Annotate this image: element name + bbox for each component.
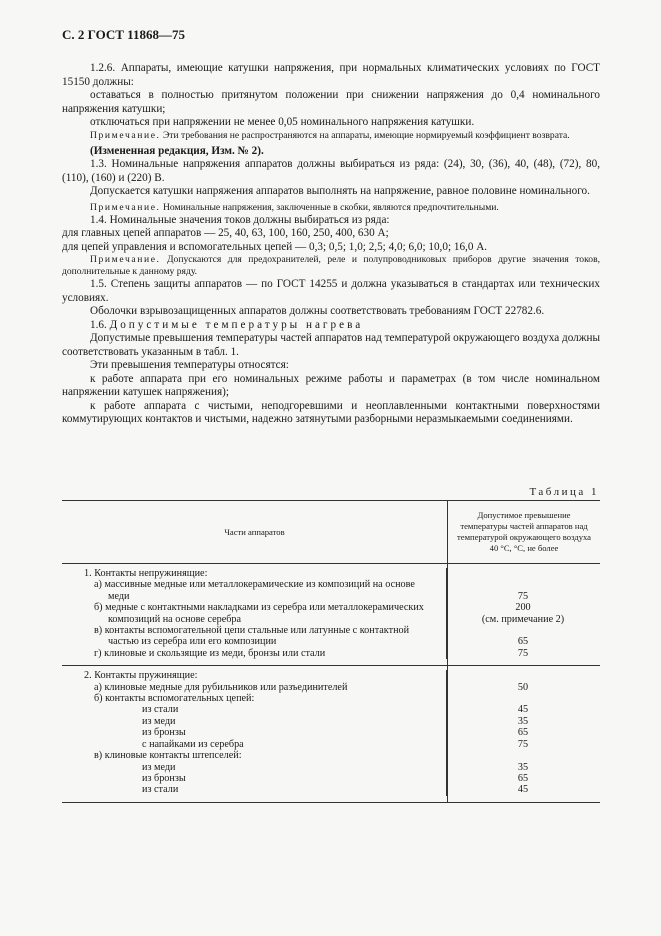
row-part: б) медные с контактными накладками из серебра или металлокерамических композиций на основе серебра — [62, 602, 447, 625]
paragraph: Оболочки взрывозащищенных аппаратов должны соответствовать требованиям ГОСТ 22782.6. — [90, 305, 545, 317]
row-part: из бронзы — [62, 773, 447, 784]
paragraph: к работе аппарата с чистыми, неподгоревшими и неоплавленными контактными поверхностями коммутирующих контактов и чистыми, надежно затянутыми разборными неразмыкаемыми соединениями. — [62, 399, 600, 425]
row-part: с напайками из серебра — [62, 739, 447, 750]
row-part: а) клиновые медные для рубильников или разъединителей — [62, 682, 447, 693]
row-value: 65 — [517, 772, 529, 784]
table-header — [62, 501, 600, 564]
paragraph: для главных цепей аппаратов — 25, 40, 63, 100, 160, 250, 400, 630 А; — [62, 227, 389, 239]
row-part: из стали — [62, 704, 447, 715]
paragraph: 1.5. Степень защиты аппаратов — по ГОСТ 14255 и должна указываться в стандартах или технических условиях. — [62, 278, 600, 304]
row-part: из меди — [62, 762, 447, 773]
paragraph: Примечание. Номинальные напряжения, заключенные в скобки, являются предпочтительными. — [90, 201, 499, 213]
table-row — [62, 579, 600, 602]
section-number: 1.6. — [90, 318, 110, 331]
row-part: в) клиновые контакты штепселей: — [62, 750, 447, 761]
row-value: 50 — [517, 681, 529, 693]
row-value: 35 — [517, 715, 529, 727]
table-row — [62, 739, 600, 750]
note-label: Примечание. — [90, 254, 161, 265]
row-part: в) контакты вспомогательной цепи стальные или латунные с контактной частью из серебра или его композиции — [62, 625, 447, 648]
table-row — [62, 750, 600, 761]
table-group — [62, 665, 600, 801]
row-value: 65 — [517, 636, 529, 648]
row-part: а) массивные медные или металлокерамические из композиций на основе меди — [62, 579, 447, 602]
row-value: 75 — [517, 647, 529, 659]
page-header: С. 2 ГОСТ 11868—75 — [62, 27, 185, 42]
row-part: 1. Контакты непружинящие: — [62, 568, 447, 579]
table-row — [62, 784, 600, 795]
row-value: 75 — [517, 738, 529, 750]
paragraph: Примечание. Эти требования не распространяются на аппараты, имеющие нормируемый коэффициент возврата. — [90, 129, 570, 141]
note-label: Примечание. — [90, 201, 161, 213]
group-rows — [62, 666, 600, 801]
document-body — [62, 62, 600, 427]
row-value: 65 — [517, 727, 529, 739]
row-value — [447, 750, 599, 761]
paragraph: оставаться в полностью притянутом положении при снижении напряжения до 0,4 номинального напряжения катушки; — [62, 89, 600, 115]
row-part: б) контакты вспомогательных цепей: — [62, 693, 447, 704]
row-value: 45 — [517, 704, 529, 716]
paragraph: Примечание. Допускаются для предохранителей, реле и полупроводниковых приборов другие значения токов, дополнительные к данному ряду. — [62, 254, 600, 277]
table-row — [62, 773, 600, 784]
paragraph: 1.4. Номинальные значения токов должны выбираться из ряда: — [90, 213, 390, 226]
row-value: 35 — [517, 761, 529, 773]
group-rows — [62, 564, 600, 665]
row-part: из меди — [62, 716, 447, 727]
table-row — [62, 693, 600, 704]
paragraph: Допускается катушки напряжения аппаратов выполнять на напряжение, равное половине номинального. — [90, 185, 590, 197]
row-value: 45 — [517, 784, 529, 796]
section-title: Допустимые температуры нагрева — [109, 318, 364, 331]
table-row — [62, 670, 600, 681]
paragraph: для цепей управления и вспомогательных цепей — 0,3; 0,5; 1,0; 2,5; 4,0; 6,0; 10,0; 16,0 А. — [62, 240, 488, 253]
table-row — [62, 625, 600, 648]
paragraph: 1.2.6. Аппараты, имеющие катушки напряжения, при нормальных климатических условиях по ГОСТ 15150 должны: — [62, 62, 600, 88]
row-value — [447, 670, 599, 681]
paragraph: к работе аппарата при его номинальных режиме работы и параметрах (в том числе номинальном напряжении катушек напряжения); — [62, 372, 600, 398]
paragraph: отключаться при напряжении не менее 0,05 номинального напряжения катушки. — [90, 116, 475, 128]
note-label: Примечание. — [90, 129, 161, 141]
row-value — [447, 693, 599, 704]
paragraph — [62, 319, 600, 333]
row-value: 75 — [517, 590, 529, 602]
paragraph: 1.3. Номинальные напряжения аппаратов должны выбираться из ряда: (24), 30, (36), 40, (48), (72), 80, (110), (160) и (220) В. — [62, 158, 600, 184]
row-part: 2. Контакты пружинящие: — [62, 670, 447, 681]
table-group — [62, 564, 600, 665]
table-row — [62, 568, 600, 579]
row-part: из стали — [62, 784, 447, 795]
paragraph: Допустимые превышения температуры частей аппаратов над температурой окружающего воздуха должны соответствовать указанным в табл. 1. — [62, 332, 600, 358]
table-row — [62, 716, 600, 727]
row-part: г) клиновые и скользящие из меди, бронзы или стали — [62, 648, 447, 659]
row-value: 200 (см. примечание 2) — [481, 602, 565, 625]
table-body — [62, 564, 600, 802]
row-value — [447, 568, 599, 579]
table-row — [62, 648, 600, 659]
col-header-parts: Части аппаратов — [62, 501, 448, 563]
table-caption: Таблица 1 — [529, 486, 599, 498]
paragraph: Эти превышения температуры относятся: — [90, 359, 289, 371]
table-row — [62, 727, 600, 738]
table-row — [62, 602, 600, 625]
table-row — [62, 704, 600, 715]
temperature-table — [62, 500, 600, 803]
col-header-temperature: Допустимое превышение температуры частей аппаратов над температурой окружающего воздуха 40 °С, °С, не более — [457, 510, 591, 553]
paragraph: (Измененная редакция, Изм. № 2). — [90, 144, 264, 157]
table-row — [62, 762, 600, 773]
table-row — [62, 682, 600, 693]
row-part: из бронзы — [62, 727, 447, 738]
